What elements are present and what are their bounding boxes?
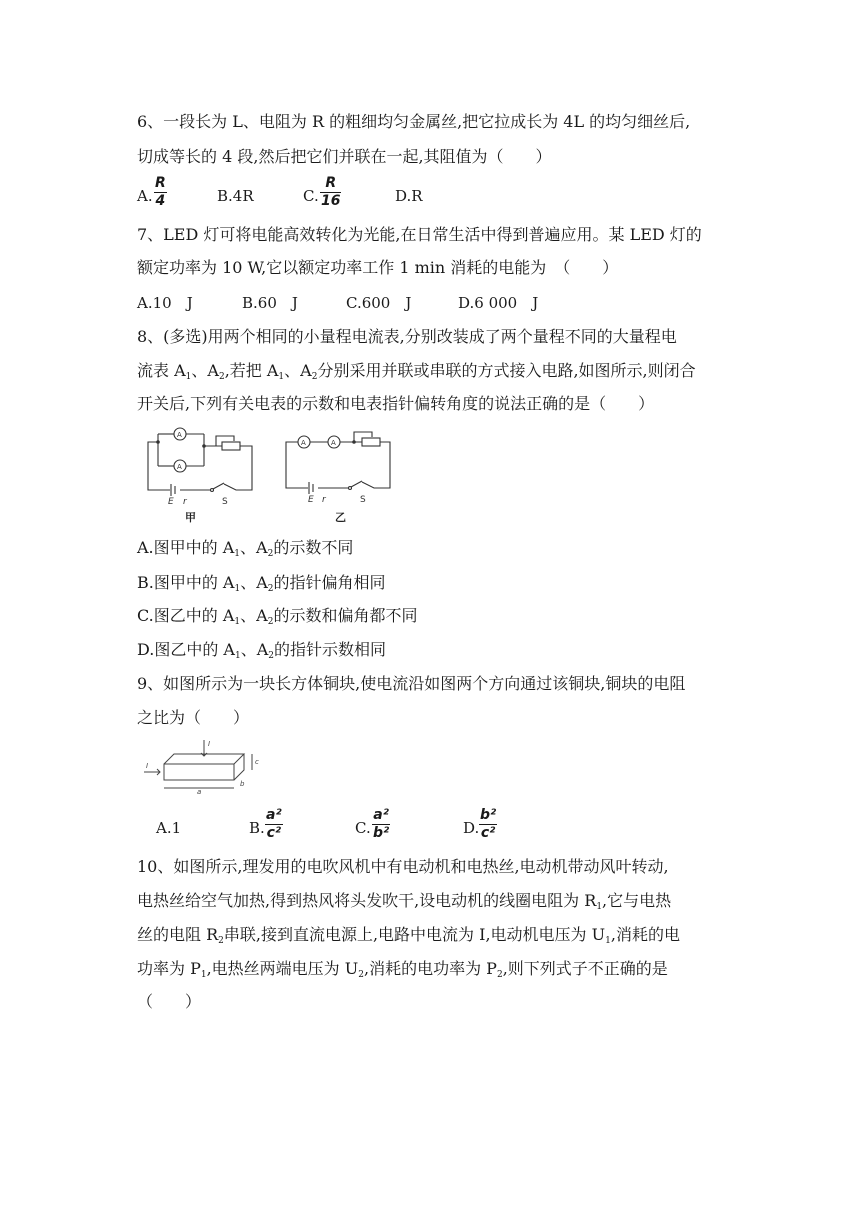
q6-option-c-fraction xyxy=(320,176,341,209)
svg-text:A: A xyxy=(331,439,336,447)
q10-line-1: 10、如图所示,理发用的电吹风机中有电动机和电热丝,电动机带动风叶转动, xyxy=(137,857,669,876)
q6-option-a-label: A. xyxy=(137,187,153,205)
q9-option-c-numerator: a² xyxy=(373,807,389,823)
fig-yi-s-label: S xyxy=(360,495,366,505)
circuit-figure-yi xyxy=(278,424,398,526)
fig-jia-r-label: r xyxy=(183,497,187,507)
q7-line-1: 7、LED 灯可将电能高效转化为光能,在日常生活中得到普遍应用。某 LED 灯的 xyxy=(137,225,702,244)
q8-option-d: D.图乙中的 $A_1$、$A_2$的指针示数相同 xyxy=(137,640,387,661)
q8-option-b: B.图甲中的 $A_1$、$A_2$的指针偏角相同 xyxy=(137,573,386,594)
q9-option-c-label: C. xyxy=(355,819,371,837)
q6-option-a-numerator: R xyxy=(155,175,166,191)
fig-i2-label: I xyxy=(208,740,211,748)
svg-text:A: A xyxy=(177,463,182,471)
q10-line-2: 电热丝给空气加热,得到热风将头发吹干,设电动机的线圈电阻为 $R_1$,它与电热 xyxy=(137,891,672,912)
fig-jia-e-label: E xyxy=(168,497,174,507)
svg-text:A: A xyxy=(301,439,306,447)
q9-option-d-label: D. xyxy=(463,819,480,837)
fig-i1-label: I xyxy=(146,762,149,770)
q7-option-a: A.10 J xyxy=(137,294,193,312)
q6-option-b: B.4R xyxy=(217,187,254,205)
q8-option-c: C.图乙中的 $A_1$、$A_2$的示数和偏角都不同 xyxy=(137,606,418,627)
q6-option-a-fraction xyxy=(154,176,167,209)
q10-line-4: 功率为 $P_1$,电热丝两端电压为 $U_2$,消耗的电功率为 $P_2$,则下列式子不正确的是 xyxy=(137,959,668,980)
fig-a-label: a xyxy=(197,788,202,796)
fig-b-label: b xyxy=(240,780,245,788)
fig-jia-s-label: S xyxy=(222,497,228,507)
q7-option-b: B.60 J xyxy=(242,294,298,312)
q9-line-2: 之比为（ ） xyxy=(137,708,250,727)
q6-option-a-denominator: 4 xyxy=(155,193,166,209)
q6-option-d: D.R xyxy=(395,187,423,205)
circuit-figure-jia xyxy=(140,424,260,526)
q10-line-5: （ ） xyxy=(137,992,202,1011)
q9-option-d-fraction xyxy=(479,808,497,841)
fig-jia-caption: 甲 xyxy=(185,511,196,524)
q9-option-b-label: B. xyxy=(249,819,265,837)
q9-option-c-denominator: b² xyxy=(373,825,390,841)
fig-yi-e-label: E xyxy=(308,495,314,505)
q6-option-c-denominator: 16 xyxy=(321,193,341,209)
fig-yi-caption: 乙 xyxy=(335,511,346,524)
fig-yi-r-label: r xyxy=(322,495,326,505)
q6-line-2: 切成等长的 4 段,然后把它们并联在一起,其阻值为（ ） xyxy=(137,147,552,166)
q9-option-b-fraction xyxy=(265,808,283,841)
q7-option-d: D.6 000 J xyxy=(458,294,539,312)
q9-line-1: 9、如图所示为一块长方体铜块,使电流沿如图两个方向通过该铜块,铜块的电阻 xyxy=(137,674,686,693)
q9-option-d-denominator: c² xyxy=(480,825,496,841)
copper-block-figure xyxy=(140,738,270,796)
q8-option-a: A.图甲中的 $A_1$、$A_2$的示数不同 xyxy=(137,538,354,559)
svg-text:A: A xyxy=(177,431,182,439)
q8-line-2: 流表 $A_1$、$A_2$,若把 $A_1$、$A_2$分别采用并联或串联的方式接入电路,如图所示,则闭合 xyxy=(137,361,696,382)
q9-option-d-numerator: b² xyxy=(480,807,497,823)
q9-option-c-fraction xyxy=(372,808,390,841)
q9-option-b-numerator: a² xyxy=(266,807,282,823)
q7-option-c: C.600 J xyxy=(346,294,412,312)
q9-option-b-denominator: c² xyxy=(266,825,282,841)
fig-c-label: c xyxy=(255,758,259,766)
q8-line-1: 8、(多选)用两个相同的小量程电流表,分别改装成了两个量程不同的大量程电 xyxy=(137,327,677,346)
q7-line-2: 额定功率为 10 W,它以额定功率工作 1 min 消耗的电能为 （ ） xyxy=(137,258,619,277)
q8-line-3: 开关后,下列有关电表的示数和电表指针偏转角度的说法正确的是（ ） xyxy=(137,394,655,413)
q6-option-c-label: C. xyxy=(303,187,319,205)
q10-line-3: 丝的电阻 $R_2$串联,接到直流电源上,电路中电流为 I,电动机电压为 $U_1$,消耗的电 xyxy=(137,925,680,946)
q9-option-a: A.1 xyxy=(156,819,182,837)
q6-option-c-numerator: R xyxy=(325,175,337,191)
q6-line-1: 6、一段长为 L、电阻为 R 的粗细均匀金属丝,把它拉成长为 4L 的均匀细丝后, xyxy=(137,112,691,131)
